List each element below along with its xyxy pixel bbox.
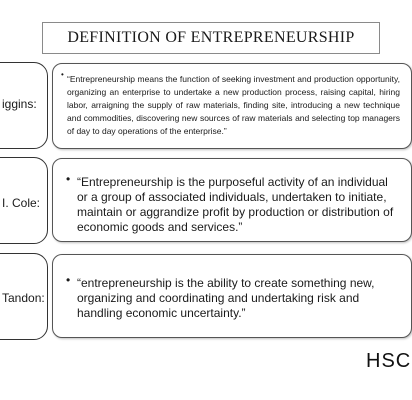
page-title: DEFINITION OF ENTREPRENEURSHIP bbox=[67, 29, 355, 46]
author-label-3: Tandon: bbox=[2, 291, 45, 305]
definition-text-3: “entrepreneurship is the ability to create something new, organizing and coordinating and undertaking risk and handling economic uncertainty.” bbox=[77, 276, 375, 320]
bullet-3: • bbox=[66, 273, 71, 287]
definition-text-2: “Entrepreneurship is the purposeful activity of an individual or a group of associated individuals, undertaken to initiate, maintain or aggrandize profit by production or distribution of economic goods and services.” bbox=[77, 175, 394, 234]
title-box bbox=[42, 22, 380, 54]
author-label-2: I. Cole: bbox=[2, 196, 41, 210]
brand-logo-text: HSC bbox=[366, 350, 412, 372]
bullet-1: • bbox=[61, 70, 64, 79]
bullet-2: • bbox=[66, 172, 71, 186]
definition-text-1: “Entrepreneurship means the function of seeking investment and production opportunity, organizing an enterprise to undertake a new production process, raising capital, hiring labor, arraigning the supply of raw materials, finding site, introducing a new technique and commodities, discovering new sources of raw materials and selecting top managers of day to day operations of the enterprise.” bbox=[67, 74, 400, 136]
author-label-1: iggins: bbox=[2, 97, 37, 111]
